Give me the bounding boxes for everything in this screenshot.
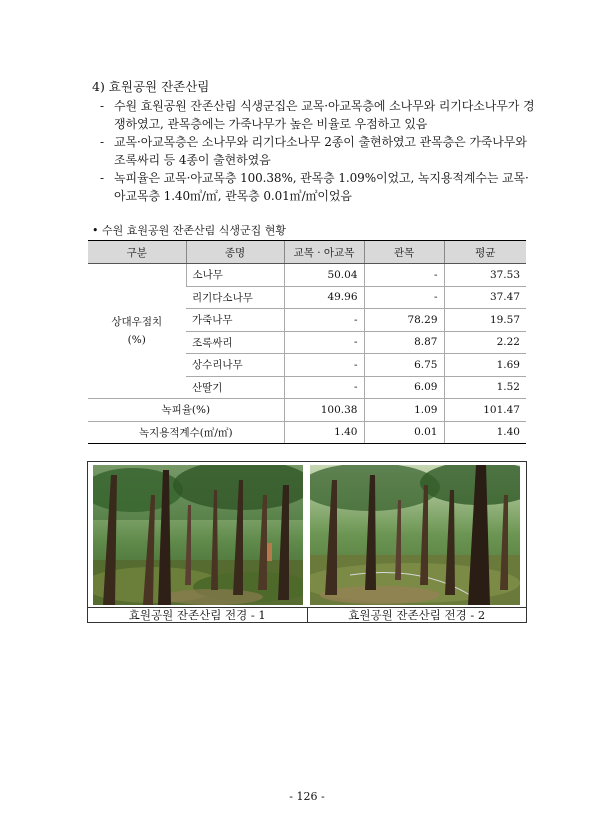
table-row bbox=[88, 264, 526, 287]
section-title: 4) 효원공원 잔존산림 bbox=[92, 79, 210, 94]
tree-value: - bbox=[284, 376, 364, 399]
summary-row-green-volume bbox=[88, 421, 526, 444]
species-cell: 산딸기 bbox=[186, 376, 284, 399]
page-number: - 126 - bbox=[289, 790, 325, 803]
forest-photo-2 bbox=[310, 465, 520, 605]
summary-label: 녹피율(%) bbox=[88, 399, 284, 422]
avg-value: 1.69 bbox=[444, 354, 526, 377]
tree-value: 49.96 bbox=[284, 286, 364, 309]
tree-value: 50.04 bbox=[284, 264, 364, 287]
avg-value: 101.47 bbox=[444, 399, 526, 422]
table-header-row bbox=[88, 241, 526, 264]
bullet-marker: - bbox=[100, 99, 105, 113]
tree-value: - bbox=[284, 331, 364, 354]
bullet-text: 교목·아교목층은 소나무와 리기다소나무 2종이 출현하였고 관목층은 가죽나무와 조록싸리 등 4종이 출현하였음 bbox=[114, 135, 527, 167]
tree-value: 1.40 bbox=[284, 421, 364, 444]
group-label bbox=[88, 264, 186, 399]
bullet-item bbox=[100, 169, 540, 205]
species-cell: 리기다소나무 bbox=[186, 286, 284, 309]
summary-row-green-coverage bbox=[88, 399, 526, 422]
avg-value: 2.22 bbox=[444, 331, 526, 354]
shrub-value: - bbox=[364, 264, 444, 287]
header-average: 평균 bbox=[444, 241, 526, 264]
bullet-text: 수원 효원공원 잔존산림 식생군집은 교목·아교목층에 소나무와 리기다소나무가 경쟁하였고, 관목층에는 가죽나무가 높은 비율로 우점하고 있음 bbox=[114, 99, 535, 131]
avg-value: 19.57 bbox=[444, 309, 526, 332]
photo-caption-2: 효원공원 잔존산림 전경 - 2 bbox=[348, 608, 486, 622]
avg-value: 37.47 bbox=[444, 286, 526, 309]
shrub-value: 6.75 bbox=[364, 354, 444, 377]
shrub-value: 0.01 bbox=[364, 421, 444, 444]
species-cell: 상수리나무 bbox=[186, 354, 284, 377]
shrub-value: 1.09 bbox=[364, 399, 444, 422]
species-cell: 조록싸리 bbox=[186, 331, 284, 354]
shrub-value: 6.09 bbox=[364, 376, 444, 399]
tree-value: 100.38 bbox=[284, 399, 364, 422]
tree-value: - bbox=[284, 354, 364, 377]
bullet-marker: - bbox=[100, 135, 105, 149]
table-caption: • 수원 효원공원 잔존산림 식생군집 현황 bbox=[92, 224, 286, 237]
group-label-line2: (%) bbox=[127, 334, 146, 346]
bullet-text: 녹피율은 교목·아교목층 100.38%, 관목층 1.09%이었고, 녹지용적계수는 교목·아교목층 1.40㎥/㎡, 관목층 0.01㎥/㎡이었음 bbox=[114, 171, 529, 203]
photo-panel bbox=[87, 461, 527, 623]
shrub-value: 78.29 bbox=[364, 309, 444, 332]
bullet-marker: - bbox=[100, 171, 105, 185]
photo-caption-1: 효원공원 잔존산림 전경 - 1 bbox=[88, 608, 308, 623]
tree-value: - bbox=[284, 309, 364, 332]
header-shrub-layer: 관목 bbox=[364, 241, 444, 264]
avg-value: 1.40 bbox=[444, 421, 526, 444]
group-label-line1: 상대우점치 bbox=[111, 316, 163, 328]
header-tree-layer: 교목 · 아교목 bbox=[284, 241, 364, 264]
shrub-value: 8.87 bbox=[364, 331, 444, 354]
summary-label: 녹지용적계수(㎥/㎡) bbox=[88, 421, 284, 444]
bullet-item bbox=[100, 133, 540, 169]
species-cell: 소나무 bbox=[186, 264, 284, 287]
avg-value: 1.52 bbox=[444, 376, 526, 399]
bullet-item bbox=[100, 97, 540, 133]
photo-caption-row bbox=[88, 607, 526, 623]
species-cell: 가죽나무 bbox=[186, 309, 284, 332]
bullet-list bbox=[100, 97, 540, 205]
avg-value: 37.53 bbox=[444, 264, 526, 287]
header-species: 종명 bbox=[186, 241, 284, 264]
shrub-value: - bbox=[364, 286, 444, 309]
vegetation-table bbox=[88, 240, 526, 444]
header-category: 구분 bbox=[88, 241, 186, 264]
forest-photo-1 bbox=[93, 465, 303, 605]
